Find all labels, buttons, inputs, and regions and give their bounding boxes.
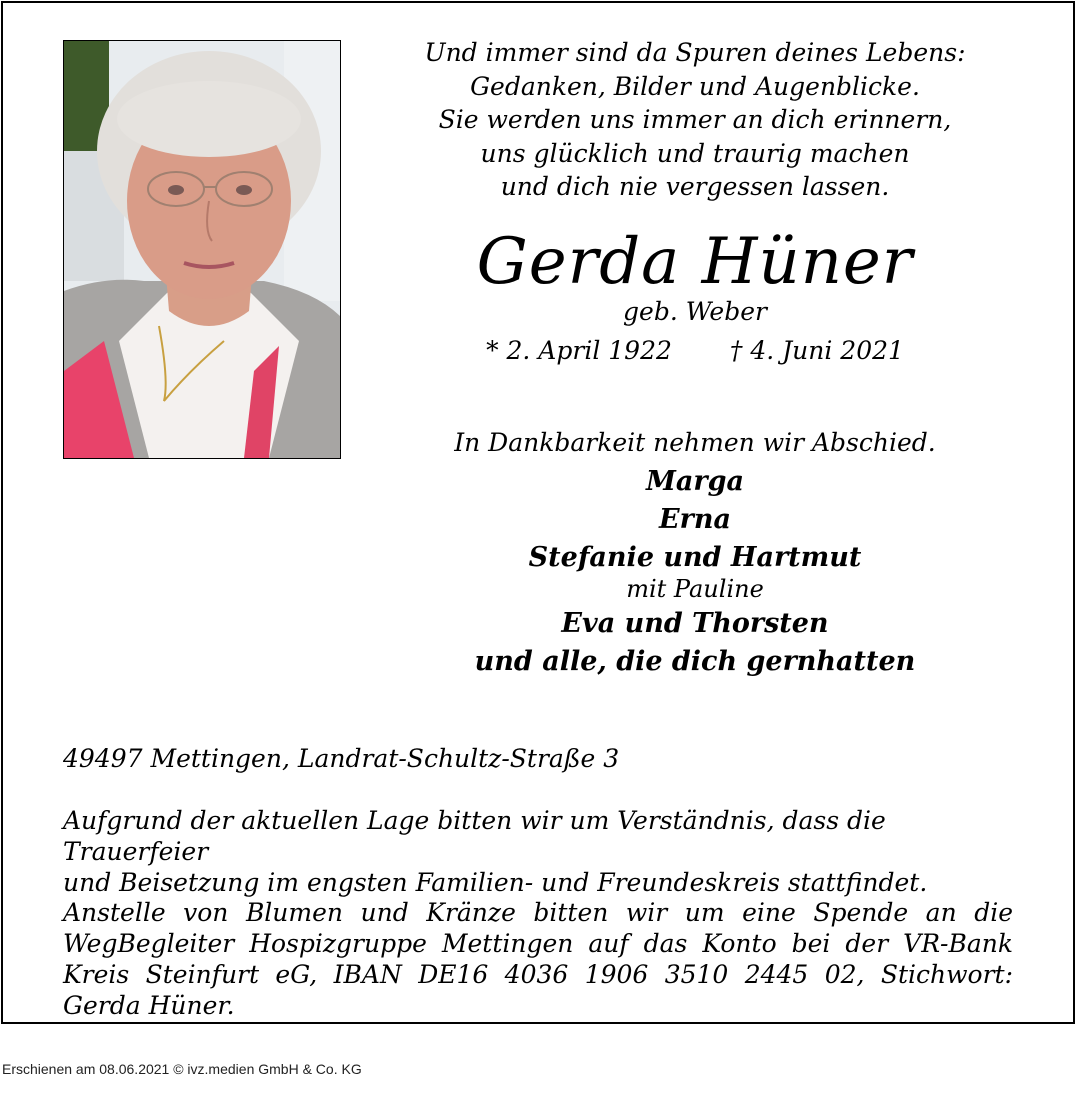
poem-line: uns glücklich und traurig machen [480,138,910,168]
mourner-name: Erna [659,504,731,535]
funeral-notice [63,805,1013,898]
mourner-name: Stefanie und Hartmut [528,542,862,573]
notice-line: Aufgrund der aktuellen Lage bitten wir um Verständnis, dass die Trauerfeier [63,806,886,866]
life-dates [380,334,1010,368]
notice-line: und Beisetzung im engsten Familien- und Freundeskreis stattfindet. [63,868,928,897]
portrait-photo [63,40,341,459]
birth-name: geb. Weber [623,297,767,326]
birth-date: * 2. April 1922 [486,336,672,365]
poem-line: und dich nie vergessen lassen. [500,172,890,201]
farewell-line: In Dankbarkeit nehmen wir Abschied. [454,428,936,457]
poem-line: Sie werden uns immer an dich erinnern, [438,105,952,134]
publication-footer: Erschienen am 08.06.2021 © ivz.medien GmbH & Co. KG [2,1061,362,1077]
mourner-name: Eva und Thorsten [561,608,829,639]
poem-line: Und immer sind da Spuren deines Lebens: [424,38,966,67]
death-date: † 4. Juni 2021 [729,336,904,365]
donation-request: Anstelle von Blumen und Kränze bitten wir um eine Spende an die WegBegleiter Hospizgruppe Mettingen auf das Konto bei der VR-Bank Kreis Steinfurt eG, IBAN DE16 4036 1906 3510 2445 02, Stichwort: Gerda Hüner. [63,898,1013,1020]
poem-line: Gedanken, Bilder und Augenblicke. [470,71,920,101]
mourners-list [380,463,1010,681]
deceased-name: Gerda Hüner [476,225,914,299]
address: 49497 Mettingen, Landrat-Schultz-Straße 3 [63,744,620,773]
mourner-name: und alle, die dich gernhatten [474,646,916,677]
memorial-poem [380,36,1010,204]
mourner-name: Marga [646,466,744,497]
mourner-subline: mit Pauline [626,575,764,603]
